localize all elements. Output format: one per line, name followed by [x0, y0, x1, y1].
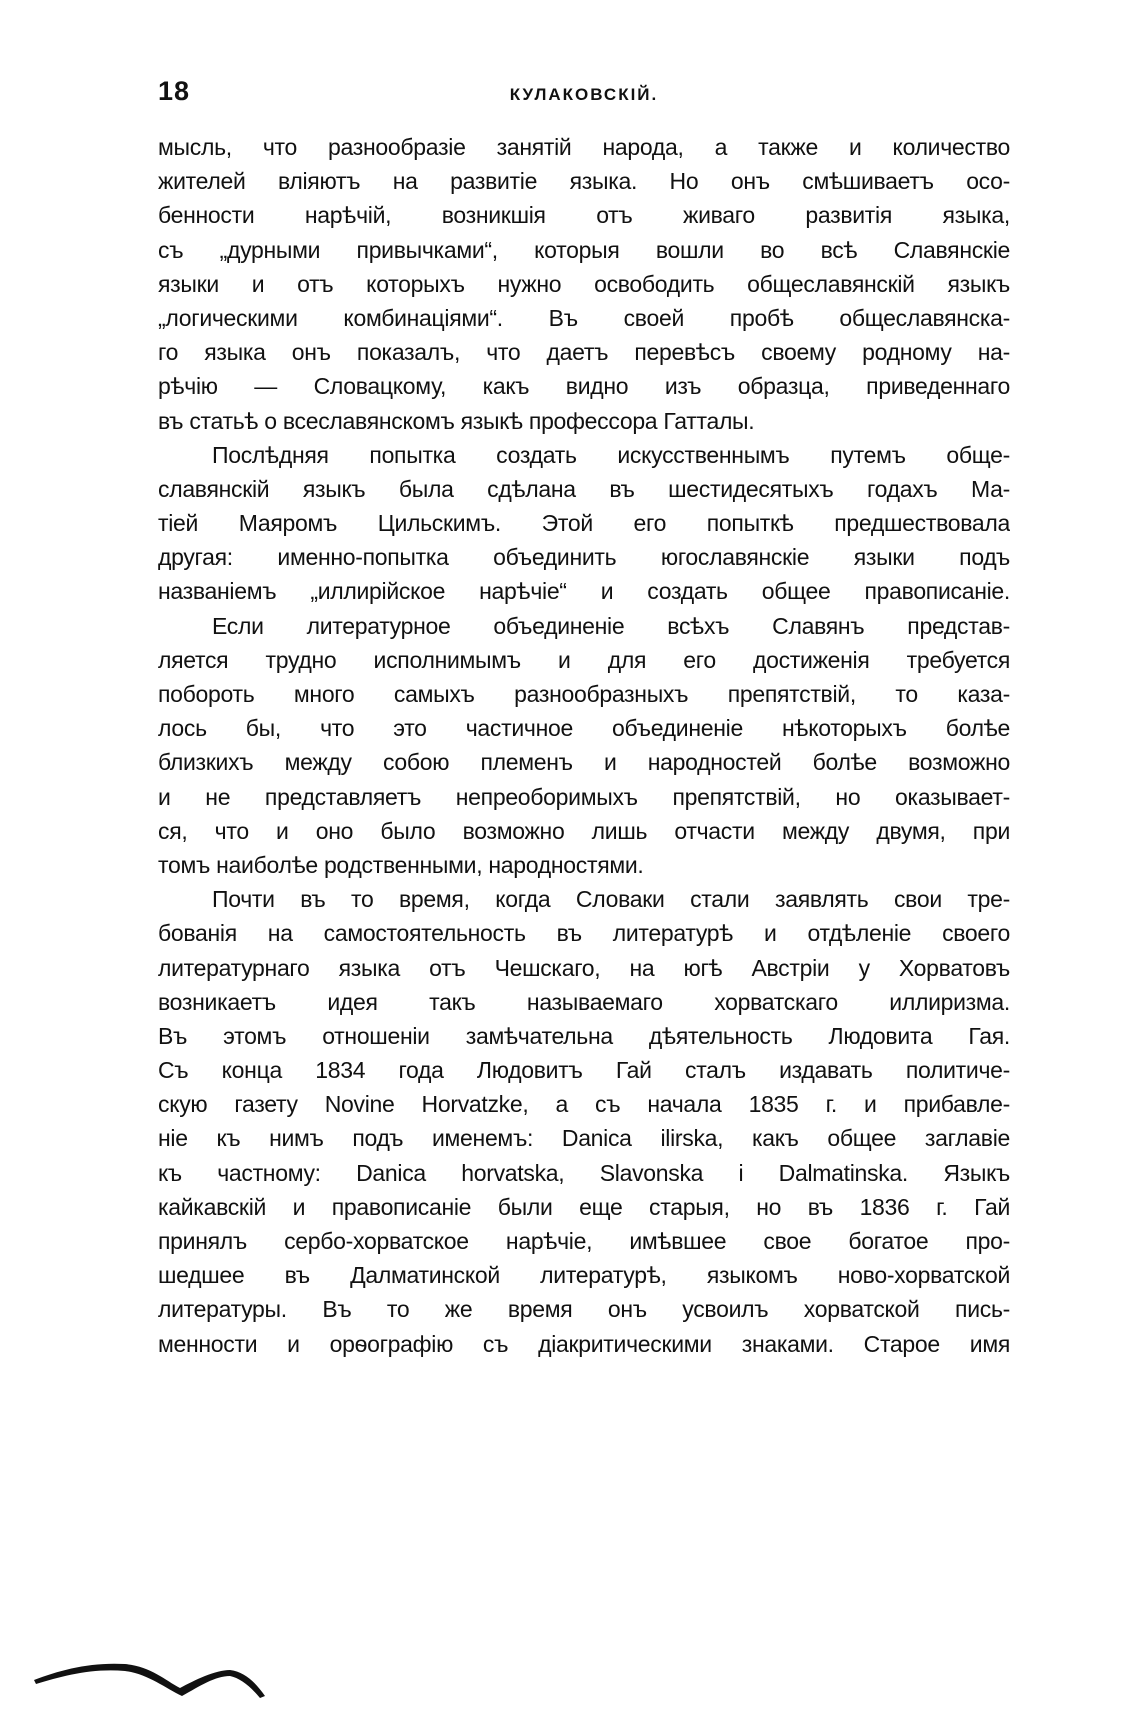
paragraph-1 [158, 130, 1010, 438]
paragraph-4 [158, 882, 1010, 1361]
text-line: возникаетъ идея такъ называемаго хорватскаго иллиризма. [158, 988, 1010, 1015]
text-line: „логическими комбинаціями“. Въ своей пробѣ общеславянска- [158, 304, 1010, 331]
running-head: КУЛАКОВСКІЙ. [509, 85, 659, 104]
text-line: мысль, что разнообразіе занятій народа, а также и количество [158, 134, 1010, 160]
text-line: ніе къ нимъ подъ именемъ: Danica ilirska, какъ общее заглавіе [158, 1125, 1010, 1152]
text-line: литературнаго языка отъ Чешскаго, на югѣ Австріи у Хорватовъ [158, 954, 1010, 981]
text-line: Если литературное объединеніе всѣхъ Славянъ представ- [212, 612, 1010, 639]
text-line: побороть много самыхъ разнообразныхъ препятствій, то каза- [158, 681, 1010, 707]
text-line: шедшее въ Далматинской литературѣ, языкомъ ново-хорватской [158, 1262, 1010, 1289]
text-line: славянскій языкъ была сдѣлана въ шестидесятыхъ годахъ Ма- [158, 475, 1010, 502]
paragraph-2 [158, 438, 1010, 609]
text-line: го языка онъ показалъ, что даетъ перевѣсъ своему родному на- [158, 339, 1010, 366]
text-line: кайкавскій и правописаніе были еще старыя, но въ 1836 г. Гай [158, 1193, 1010, 1220]
text-line: названіемъ „иллирійское нарѣчіе“ и создать общее правописаніе. [158, 578, 1010, 605]
text-line: бенности нарѣчій, возникшія отъ живаго развитія языка, [158, 202, 1010, 229]
paragraph-3 [158, 609, 1010, 883]
text-line: томъ наиболѣе родственными, народностями. [158, 851, 644, 878]
text-line: ся, что и оно было возможно лишь отчасти между двумя, при [158, 817, 1010, 844]
text-line: къ частному: Danica horvatska, Slavonska i Dalmatinska. Языкъ [158, 1159, 1010, 1186]
text-line: рѣчію — Словацкому, какъ видно изъ образца, приведеннаго [158, 373, 1010, 400]
text-line: бованія на самостоятельность въ литературѣ и отдѣленіе своего [158, 920, 1010, 947]
text-line: другая: именно-попытка объединить югославянскіе языки подъ [158, 544, 1010, 571]
text-line: жителей вліяютъ на развитіе языка. Но онъ смѣшиваетъ осо- [158, 168, 1010, 195]
page-number: 18 [158, 76, 191, 106]
text-line: Послѣдняя попытка создать искусственнымъ путемъ обще- [212, 441, 1010, 468]
text-line: ляется трудно исполнимымъ и для его достиженія требуется [158, 646, 1010, 673]
text-line: принялъ сербо-хорватское нарѣчіе, имѣвшее свое богатое про- [158, 1228, 1010, 1254]
text-line: и не представляетъ непреоборимыхъ препятствій, но оказывает- [158, 783, 1010, 810]
text-line: литературы. Въ то же время онъ усвоилъ хорватской пись- [158, 1296, 1010, 1323]
page-header [158, 76, 1010, 116]
ink-smudge-mark [30, 1640, 270, 1700]
body-text [158, 130, 1010, 1361]
text-line: Въ этомъ отношеніи замѣчательна дѣятельность Людовита Гая. [158, 1022, 1010, 1049]
text-line: скую газету Novine Horvatzke, а съ начала 1835 г. и прибавле- [158, 1091, 1010, 1118]
text-line: Почти въ то время, когда Словаки стали заявлять свои тре- [212, 886, 1010, 913]
text-line: Съ конца 1834 года Людовитъ Гай сталъ издавать политиче- [158, 1057, 1010, 1084]
text-line: языки и отъ которыхъ нужно освободить общеславянскій языкъ [158, 270, 1010, 297]
text-line: лось бы, что это частичное объединеніе нѣкоторыхъ болѣе [158, 715, 1010, 742]
text-line: въ статьѣ о всеславянскомъ языкѣ профессора Гатталы. [158, 407, 755, 434]
text-line: съ „дурными привычками“, которыя вошли во всѣ Славянскіе [158, 236, 1010, 263]
text-line: близкихъ между собою племенъ и народностей болѣе возможно [158, 749, 1010, 776]
text-line: менности и орѳографію съ діакритическими знаками. Старое имя [158, 1330, 1010, 1357]
text-line: тіей Маяромъ Цильскимъ. Этой его попыткѣ предшествовала [158, 510, 1010, 537]
